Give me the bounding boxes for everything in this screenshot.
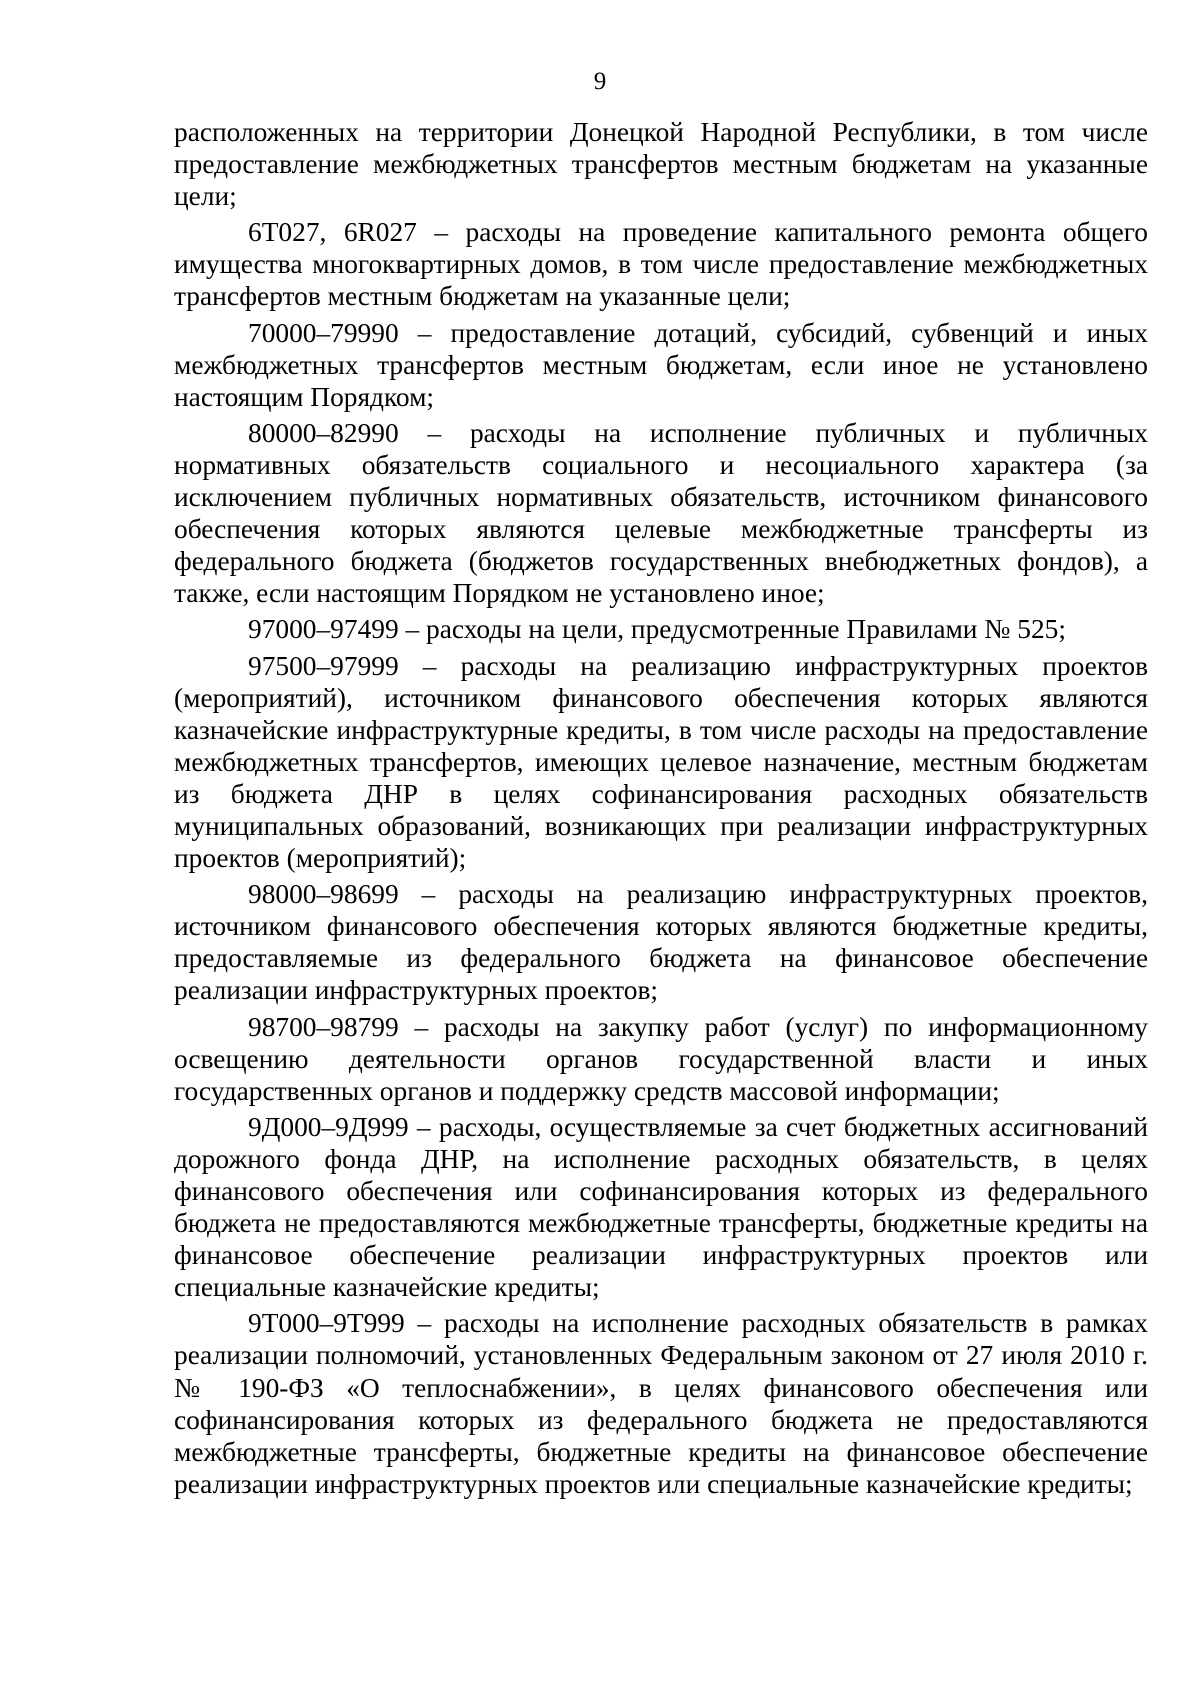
paragraph-6t027: 6Т027, 6R027 – расходы на проведение капитального ремонта общего имущества многоквартирных домов, в том числе предоставление межбюджетных трансфертов местным бюджетам на указанные цели; <box>174 217 1148 312</box>
paragraph-9d000: 9Д000–9Д999 – расходы, осуществляемые за счет бюджетных ассигнований дорожного фонда ДНР, на исполнение расходных обязательств, в целях финансового обеспечения или софинансирования которых из федерального бюджета не предоставляются межбюджетные трансферты, бюджетные кредиты на финансовое обеспечение реализации инфраструктурных проектов или специальные казначейские кредиты; <box>174 1111 1148 1303</box>
paragraph-continuation: расположенных на территории Донецкой Народной Республики, в том числе предоставление межбюджетных трансфертов местным бюджетам на указанные цели; <box>174 117 1148 212</box>
page-number: 9 <box>593 68 607 95</box>
paragraph-98700: 98700–98799 – расходы на закупку работ (услуг) по информационному освещению деятельности органов государственной власти и иных государственных органов и поддержку средств массовой информации; <box>174 1011 1148 1106</box>
paragraph-9t000: 9Т000–9Т999 – расходы на исполнение расходных обязательств в рамках реализации полномочий, установленных Федеральным законом от 27 июля 2010 г. № 190-ФЗ «О теплоснабжении», в целях финансового обеспечения или софинансирования которых из федерального бюджета не предоставляются межбюджетные трансферты, бюджетные кредиты на финансовое обеспечение реализации инфраструктурных проектов или специальные казначейские кредиты; <box>174 1308 1148 1499</box>
paragraph-80000: 80000–82990 – расходы на исполнение публичных и публичных нормативных обязательств социального и несоциального характера (за исключением публичных нормативных обязательств, источником финансового обеспечения которых являются целевые межбюджетные трансферты из федерального бюджета (бюджетов государственных внебюджетных фондов), а также, если настоящим Порядком не установлено иное; <box>174 417 1148 609</box>
paragraph-98000: 98000–98699 – расходы на реализацию инфраструктурных проектов, источником финансового обеспечения которых являются бюджетные кредиты, предоставляемые из федерального бюджета на финансовое обеспечение реализации инфраструктурных проектов; <box>174 879 1148 1006</box>
paragraph-70000: 70000–79990 – предоставление дотаций, субсидий, субвенций и иных межбюджетных трансфертов местным бюджетам, если иное не установлено настоящим Порядком; <box>174 317 1148 412</box>
document-body <box>174 116 1148 1504</box>
paragraph-97000: 97000–97499 – расходы на цели, предусмотренные Правилами № 525; <box>248 614 1066 645</box>
paragraph-97500: 97500–97999 – расходы на реализацию инфраструктурных проектов (мероприятий), источником финансового обеспечения которых являются казначейские инфраструктурные кредиты, в том числе расходы на предоставление межбюджетных трансфертов, имеющих целевое назначение, местным бюджетам из бюджета ДНР в целях софинансирования расходных обязательств муниципальных образований, возникающих при реализации инфраструктурных проектов (мероприятий); <box>174 650 1148 874</box>
